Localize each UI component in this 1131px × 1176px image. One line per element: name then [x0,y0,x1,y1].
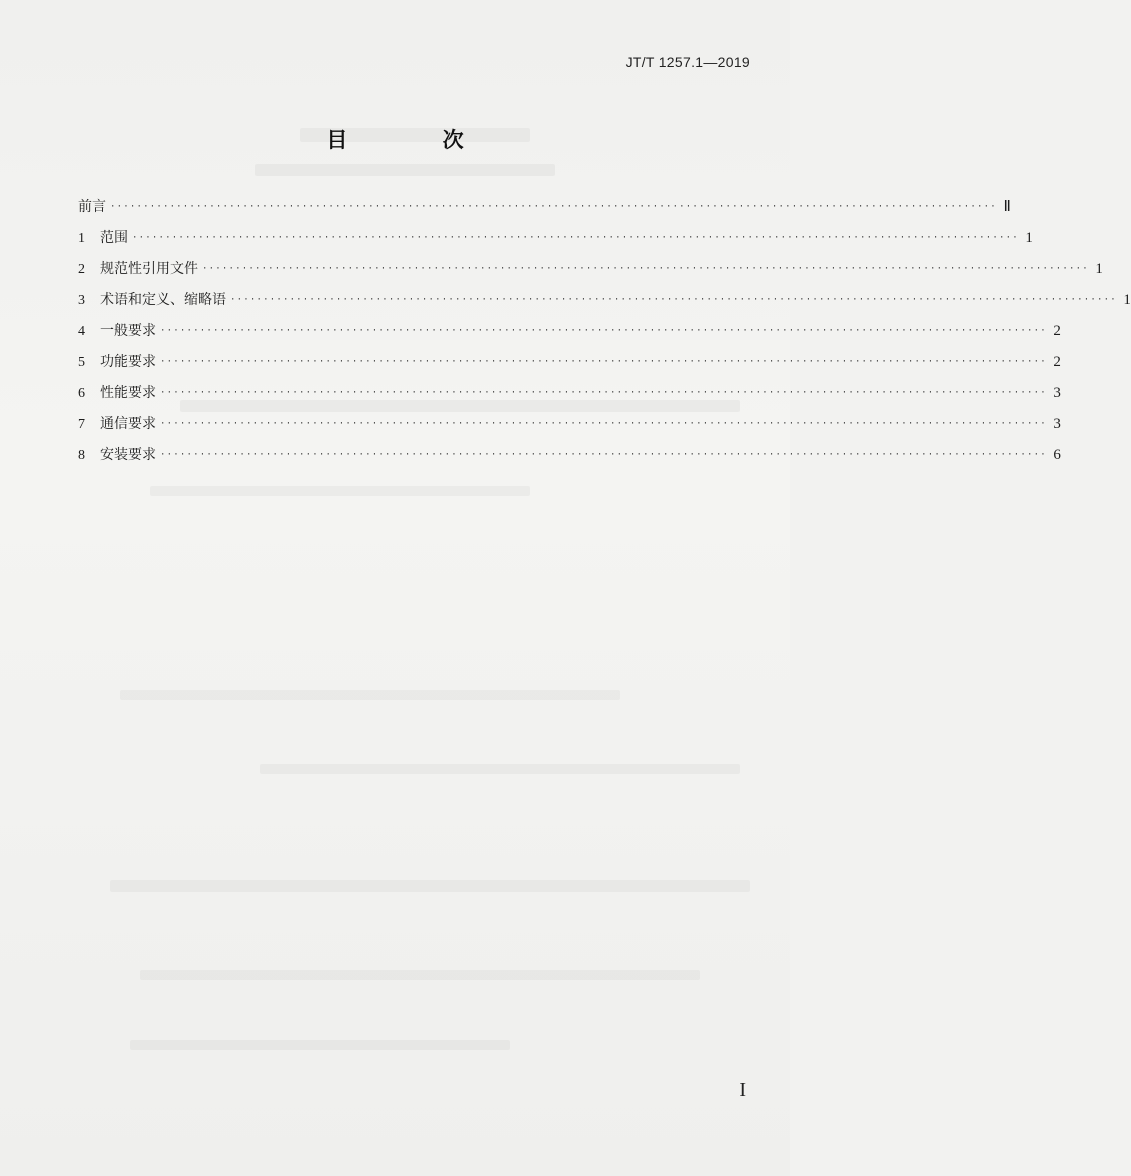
toc-entry-label: 安装要求 [100,447,156,463]
toc-entry-page: Ⅱ [1003,199,1011,215]
bleed-through-mark [140,970,700,980]
toc-entry-page: 1 [1123,292,1131,308]
dot-leader: ······································································································································ [202,264,1089,274]
dot-leader: ······································································································································ [110,202,997,212]
page-folio: I [739,1079,746,1101]
toc-entry-label: 术语和定义、缩略语 [100,292,226,308]
toc-entry-label: 范围 [100,230,128,246]
bleed-through-mark [255,164,555,176]
toc-entry-number: 7 [78,417,85,432]
dot-leader: ······································································································································ [132,233,1019,243]
toc-entry-number: 2 [78,262,85,277]
dot-leader: ······································································································································ [160,388,1047,398]
toc-entry-number: 3 [78,293,85,308]
standard-number: JT/T 1257.1—2019 [625,54,750,70]
toc-entry-label: 性能要求 [100,385,156,401]
toc-entry-page: 3 [1053,416,1061,432]
bleed-through-mark [130,1040,510,1050]
toc-entry-number: 1 [78,231,85,246]
toc-entry-terms-definitions[interactable] [78,289,1131,320]
toc-entry-page: 3 [1053,385,1061,401]
toc-entry-page: 2 [1053,354,1061,370]
toc-entry-label: 功能要求 [100,354,156,370]
toc-entry-number: 6 [78,386,85,401]
dot-leader: ······································································································································ [160,357,1047,367]
toc-entry-foreword[interactable] [78,196,1011,227]
toc-entry-label: 通信要求 [100,416,156,432]
toc-entry-page: 1 [1025,230,1033,246]
toc-entry-communication-requirements[interactable] [78,413,1061,444]
dot-leader: ······································································································································ [160,450,1047,460]
dot-leader: ······································································································································ [160,419,1047,429]
toc-entry-page: 2 [1053,323,1061,339]
bleed-through-mark [120,690,620,700]
toc-entry-installation-requirements[interactable] [78,444,1061,475]
dot-leader: ······································································································································ [230,295,1117,305]
bleed-through-mark [110,880,750,892]
toc-entry-number: 4 [78,324,85,339]
toc-entry-label: 前言 [78,199,106,215]
toc-entry-label: 规范性引用文件 [100,261,198,277]
bleed-through-mark [260,764,740,774]
toc-entry-number: 5 [78,355,85,370]
toc-entry-scope[interactable] [78,227,1033,258]
toc-entry-performance-requirements[interactable] [78,382,1061,413]
toc-entry-normative-references[interactable] [78,258,1103,289]
toc-entry-number: 8 [78,448,85,463]
toc-title: 目 次 [326,128,508,152]
dot-leader: ······································································································································ [160,326,1047,336]
toc-entry-page: 1 [1095,261,1103,277]
table-of-contents [78,196,1131,475]
toc-entry-page: 6 [1053,447,1061,463]
toc-entry-label: 一般要求 [100,323,156,339]
toc-entry-functional-requirements[interactable] [78,351,1061,382]
bleed-through-mark [150,486,530,496]
toc-entry-general-requirements[interactable] [78,320,1061,351]
